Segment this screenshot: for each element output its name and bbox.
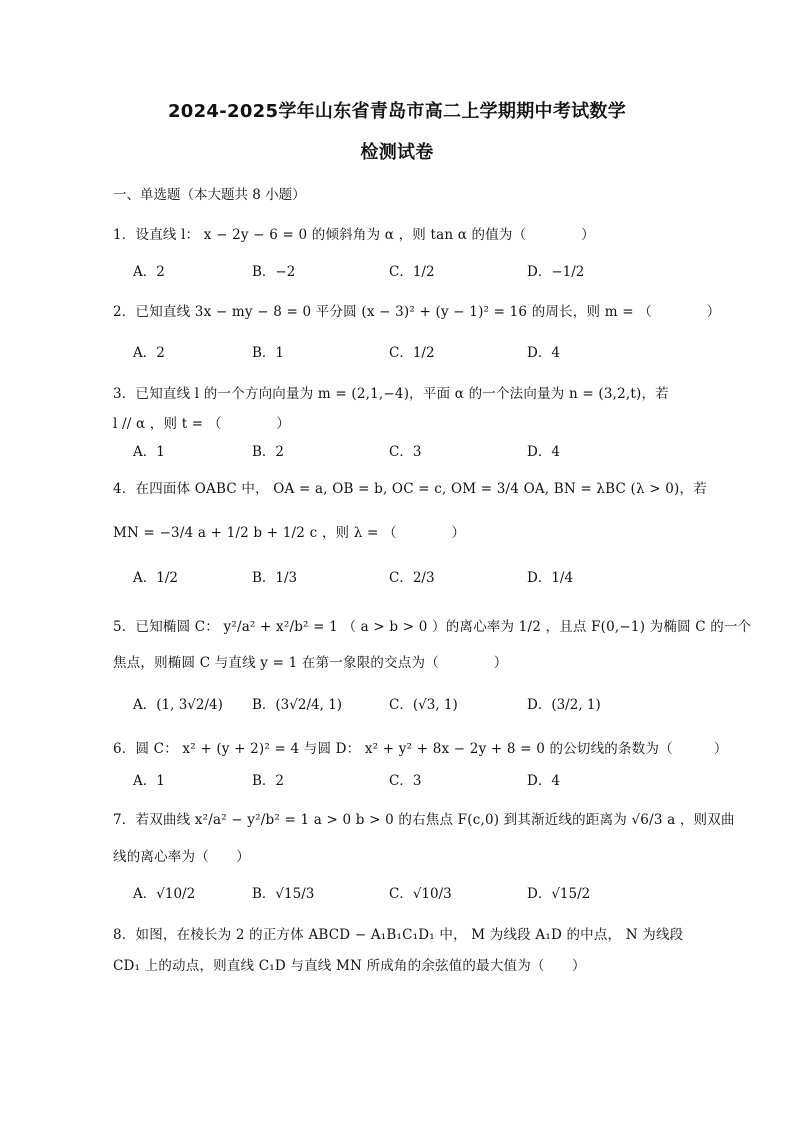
q6-option-d: D．4 [527,773,560,789]
q5-option-d: D．(3/2, 1) [527,697,601,713]
question-7-line-1: 7．若双曲线 x²/a² − y²/b² = 1 a > 0 b > 0 的右焦点 F(c,0) 到其渐近线的距离为 √6/3 a ，则双曲 [113,812,735,828]
question-8-line-1: 8．如图，在棱长为 2 的正方体 ABCD − A₁B₁C₁D₁ 中， M 为线段 A₁D 的中点， N 为线段 [113,927,684,943]
q7-option-c: C．√10/3 [389,886,452,902]
q2-option-a: A．2 [133,345,165,361]
q6-option-a: A．1 [133,773,165,789]
q1-option-c: C．1/2 [389,264,435,280]
question-3-line-1: 3．已知直线 l 的一个方向向量为 m = (2,1,−4)，平面 α 的一个法向量为 n = (3,2,t)，若 [113,386,669,402]
question-1: 1．设直线 l： x − 2y − 6 = 0 的倾斜角为 α ，则 tan α 的值为（ ） [113,227,595,243]
q1-option-b: B．−2 [252,264,296,280]
q4-option-a: A．1/2 [133,570,178,586]
q7-option-b: B．√15/3 [252,886,315,902]
q2-option-c: C．1/2 [389,345,435,361]
q5-option-c: C．(√3, 1) [389,697,458,713]
q5-option-b: B．(3√2/4, 1) [252,697,343,713]
q3-option-b: B．2 [252,444,285,460]
question-3-line-2: l // α ，则 t = （ ） [113,416,291,432]
question-4-line-2: MN = −3/4 a + 1/2 b + 1/2 c ，则 λ = （ ） [113,525,466,541]
q3-option-a: A．1 [133,444,165,460]
page-subtitle: 检测试卷 [360,142,434,163]
q5-option-a: A．(1, 3√2/4) [133,697,223,713]
q7-option-d: D．√15/2 [527,886,591,902]
q6-option-b: B．2 [252,773,285,789]
q3-option-d: D．4 [527,444,560,460]
q1-option-d: D．−1/2 [527,264,585,280]
q3-option-c: C．3 [389,444,422,460]
q4-option-b: B．1/3 [252,570,298,586]
question-4-line-1: 4．在四面体 OABC 中， OA = a, OB = b, OC = c, OM = 3/4 OA, BN = λBC (λ > 0)，若 [113,481,707,497]
q2-option-d: D．4 [527,345,560,361]
question-8-line-2: CD₁ 上的动点，则直线 C₁D 与直线 MN 所成角的余弦值的最大值为（ ） [113,958,586,974]
q6-option-c: C．3 [389,773,422,789]
question-6: 6．圆 C： x² + (y + 2)² = 4 与圆 D： x² + y² + 8x − 2y + 8 = 0 的公切线的条数为（ ） [113,741,728,757]
question-7-line-2: 线的离心率为（ ） [113,849,250,865]
q4-option-d: D．1/4 [527,570,574,586]
question-5-line-2: 焦点，则椭圆 C 与直线 y = 1 在第一象限的交点为（ ） [113,655,508,671]
page-title: 2024-2025学年山东省青岛市高二上学期期中考试数学 [167,101,627,122]
q4-option-c: C．2/3 [389,570,435,586]
question-2: 2．已知直线 3x − my − 8 = 0 平分圆 (x − 3)² + (y − 1)² = 16 的周长，则 m = （ ） [113,304,721,320]
question-5-line-1: 5．已知椭圆 C： y²/a² + x²/b² = 1 （ a > b > 0 ）的离心率为 1/2 ，且点 F(0,−1) 为椭圆 C 的一个 [113,619,752,635]
q2-option-b: B．1 [252,345,285,361]
q7-option-a: A．√10/2 [133,886,196,902]
section-heading: 一、单选题（本大题共 8 小题） [113,187,306,203]
q1-option-a: A．2 [133,264,165,280]
